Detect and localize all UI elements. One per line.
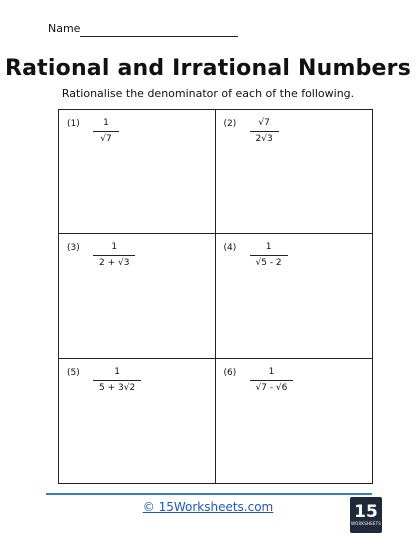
numerator: 1 xyxy=(103,118,109,128)
fraction-bar xyxy=(250,380,294,381)
problem-cell[interactable] xyxy=(59,110,216,234)
denominator: 5 + 3√2 xyxy=(99,382,136,393)
denominator: √7 xyxy=(100,134,112,144)
numerator: 1 xyxy=(268,366,275,377)
fraction xyxy=(93,367,141,394)
name-label: Name xyxy=(48,22,81,35)
denominator: √7 - √6 xyxy=(255,382,288,393)
footer-divider xyxy=(46,493,372,495)
numerator: 1 xyxy=(114,366,120,377)
logo-text: WORKSHEETS xyxy=(350,520,382,526)
problem-number: (3) xyxy=(67,243,80,254)
fraction-bar xyxy=(250,255,288,256)
problem-number: (6) xyxy=(223,367,237,378)
fraction-bar xyxy=(93,380,141,381)
problem-number: (2) xyxy=(223,119,237,129)
page-title: Rational and Irrational Numbers xyxy=(4,56,411,81)
problem-number: (1) xyxy=(67,119,80,129)
numerator: 1 xyxy=(265,242,272,253)
problem-number: (4) xyxy=(223,243,237,254)
fraction xyxy=(250,242,288,269)
copyright-text[interactable]: © 15Worksheets.com xyxy=(142,500,274,514)
fraction-bar xyxy=(93,131,119,132)
problem-cell[interactable] xyxy=(59,359,216,483)
problem-cell[interactable] xyxy=(216,110,373,234)
logo-number: 15 xyxy=(354,501,378,522)
fraction-bar xyxy=(93,255,135,256)
problem-number: (5) xyxy=(67,367,80,378)
name-line[interactable] xyxy=(80,36,238,37)
fraction xyxy=(93,242,135,269)
numerator: √7 xyxy=(258,118,270,128)
problem-grid xyxy=(58,109,373,484)
problem-cell[interactable] xyxy=(216,234,373,358)
fraction xyxy=(250,367,294,394)
denominator: 2 + √3 xyxy=(99,258,130,269)
denominator: √5 - 2 xyxy=(255,258,282,269)
problem-cell[interactable] xyxy=(216,359,373,483)
fraction xyxy=(250,118,279,145)
fraction-bar xyxy=(250,131,279,132)
denominator: 2√3 xyxy=(255,134,273,144)
fraction xyxy=(93,118,119,145)
numerator: 1 xyxy=(111,242,118,253)
worksheets-logo xyxy=(350,497,382,533)
instructions: Rationalise the denominator of each of the following. xyxy=(61,87,355,100)
problem-cell[interactable] xyxy=(59,234,216,358)
